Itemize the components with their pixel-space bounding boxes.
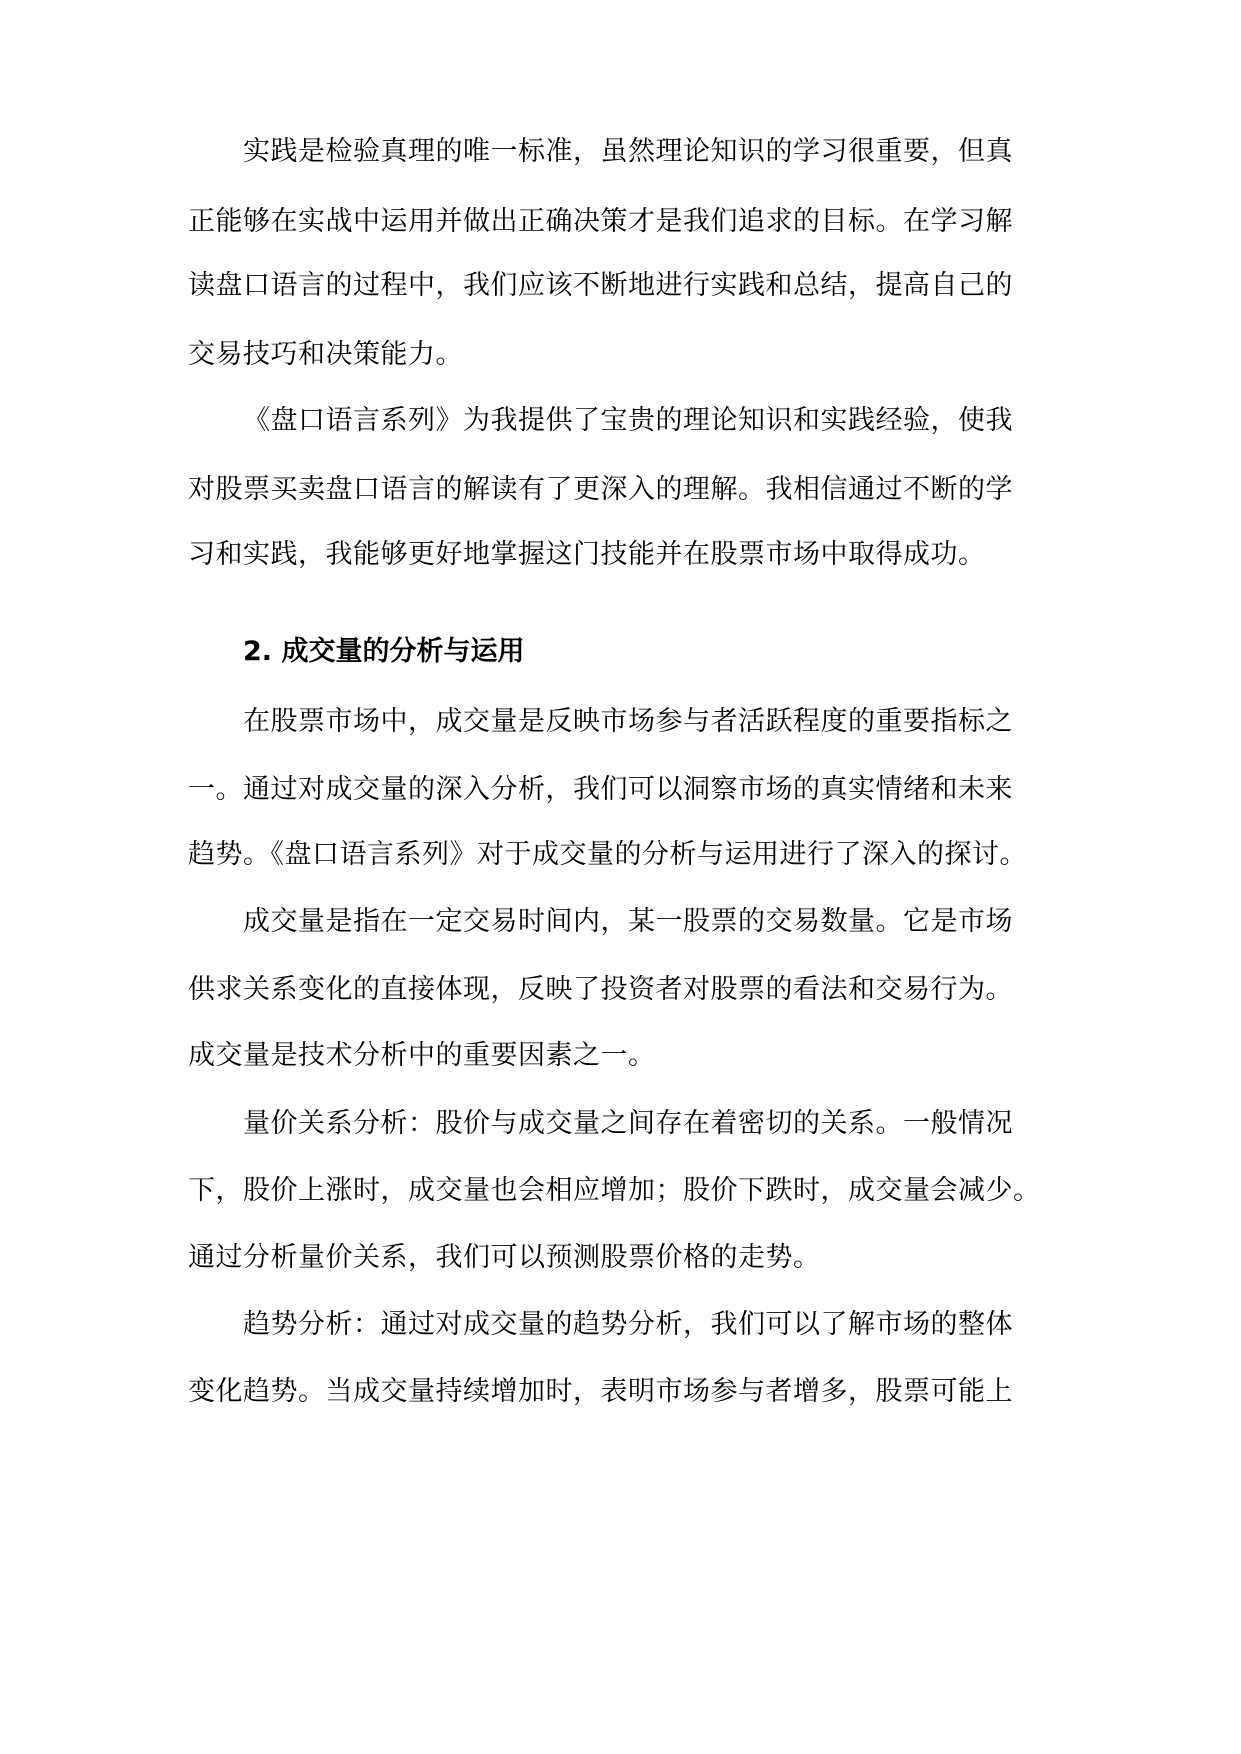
paragraph-2-line-3: 习和实践，我能够更好地掌握这门技能并在股票市场中取得成功。 xyxy=(188,539,986,570)
paragraph-5-line-3: 通过分析量价关系，我们可以预测股票价格的走势。 xyxy=(188,1242,821,1273)
paragraph-5-line-1: 量价关系分析：股价与成交量之间存在着密切的关系。一般情况 xyxy=(243,1108,1013,1139)
paragraph-4-line-3: 成交量是技术分析中的重要因素之一。 xyxy=(188,1040,656,1071)
paragraph-2-line-2: 对股票买卖盘口语言的解读有了更深入的理解。我相信通过不断的学 xyxy=(188,474,1013,505)
paragraph-6-line-1: 趋势分析：通过对成交量的趋势分析，我们可以了解市场的整体 xyxy=(243,1309,1013,1340)
paragraph-6-line-2: 变化趋势。当成交量持续增加时，表明市场参与者增多，股票可能上 xyxy=(188,1376,1013,1407)
paragraph-4-line-1: 成交量是指在一定交易时间内，某一股票的交易数量。它是市场 xyxy=(243,906,1013,937)
paragraph-2-line-1: 《盘口语言系列》为我提供了宝贵的理论知识和实践经验，使我 xyxy=(243,405,1013,436)
paragraph-5-line-2: 下，股价上涨时，成交量也会相应增加；股价下跌时，成交量会减少。 xyxy=(188,1175,1041,1206)
paragraph-1-line-4: 交易技巧和决策能力。 xyxy=(188,339,463,370)
paragraph-3-line-1: 在股票市场中，成交量是反映市场参与者活跃程度的重要指标之 xyxy=(243,706,1013,737)
section-heading: 2. 成交量的分析与运用 xyxy=(243,636,525,667)
paragraph-1-line-1: 实践是检验真理的唯一标准，虽然理论知识的学习很重要，但真 xyxy=(243,136,1013,167)
paragraph-1-line-3: 读盘口语言的过程中，我们应该不断地进行实践和总结，提高自己的 xyxy=(188,270,1013,301)
paragraph-3-line-2: 一。通过对成交量的深入分析，我们可以洞察市场的真实情绪和未来 xyxy=(188,774,1013,805)
paragraph-1-line-2: 正能够在实战中运用并做出正确决策才是我们追求的目标。在学习解 xyxy=(188,206,1013,237)
paragraph-4-line-2: 供求关系变化的直接体现，反映了投资者对股票的看法和交易行为。 xyxy=(188,974,1013,1005)
paragraph-3-line-3: 趋势。《盘口语言系列》对于成交量的分析与运用进行了深入的探讨。 xyxy=(188,839,1027,870)
